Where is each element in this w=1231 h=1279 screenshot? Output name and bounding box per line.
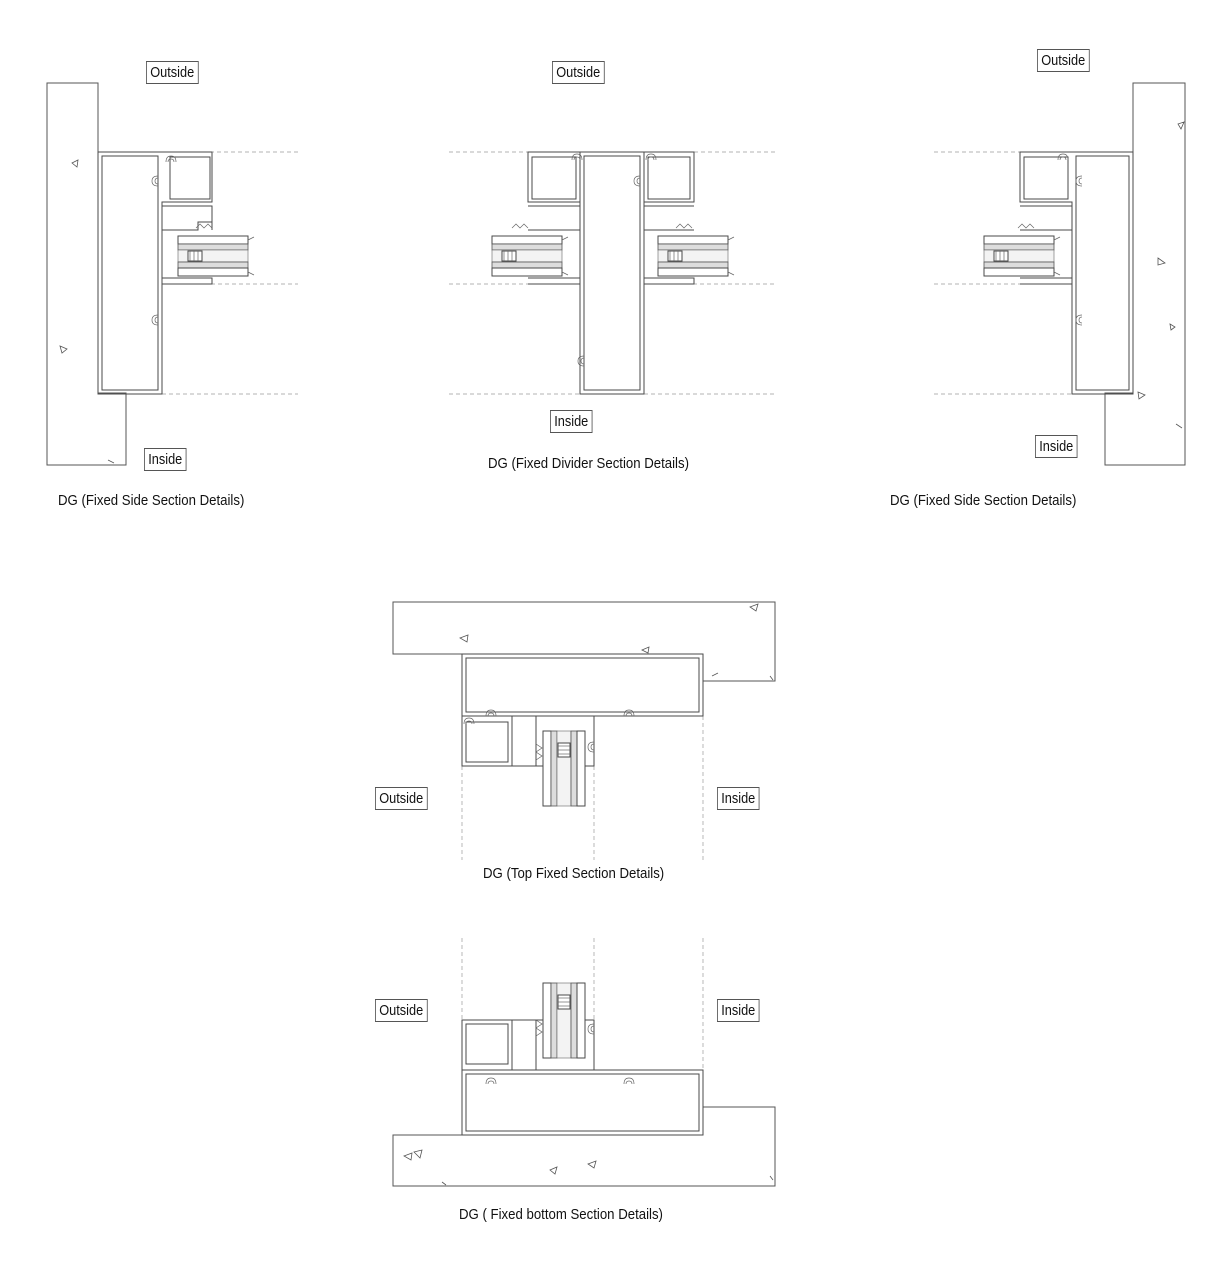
drawing-top-fixed: [393, 602, 775, 860]
label-inside-side-right: Inside: [1035, 435, 1078, 458]
drawing-fixed-bottom: [393, 938, 775, 1186]
label-outside-side-left: Outside: [146, 61, 198, 84]
caption-top: DG (Top Fixed Section Details): [483, 865, 665, 882]
label-inside-bottom: Inside: [717, 999, 760, 1022]
drawing-fixed-side-left: [47, 83, 298, 465]
label-outside-side-right: Outside: [1037, 49, 1089, 72]
label-inside-divider: Inside: [550, 410, 593, 433]
label-outside-divider: Outside: [552, 61, 604, 84]
label-outside-top: Outside: [375, 787, 427, 810]
caption-side-right: DG (Fixed Side Section Details): [890, 492, 1077, 509]
label-inside-side-left: Inside: [144, 448, 187, 471]
label-inside-top: Inside: [717, 787, 760, 810]
drawing-fixed-divider: [449, 152, 775, 394]
drawing-fixed-side-right: [934, 83, 1185, 465]
label-outside-bottom: Outside: [375, 999, 427, 1022]
caption-side-left: DG (Fixed Side Section Details): [58, 492, 245, 509]
caption-divider: DG (Fixed Divider Section Details): [488, 455, 689, 472]
caption-bottom: DG ( Fixed bottom Section Details): [459, 1206, 663, 1223]
